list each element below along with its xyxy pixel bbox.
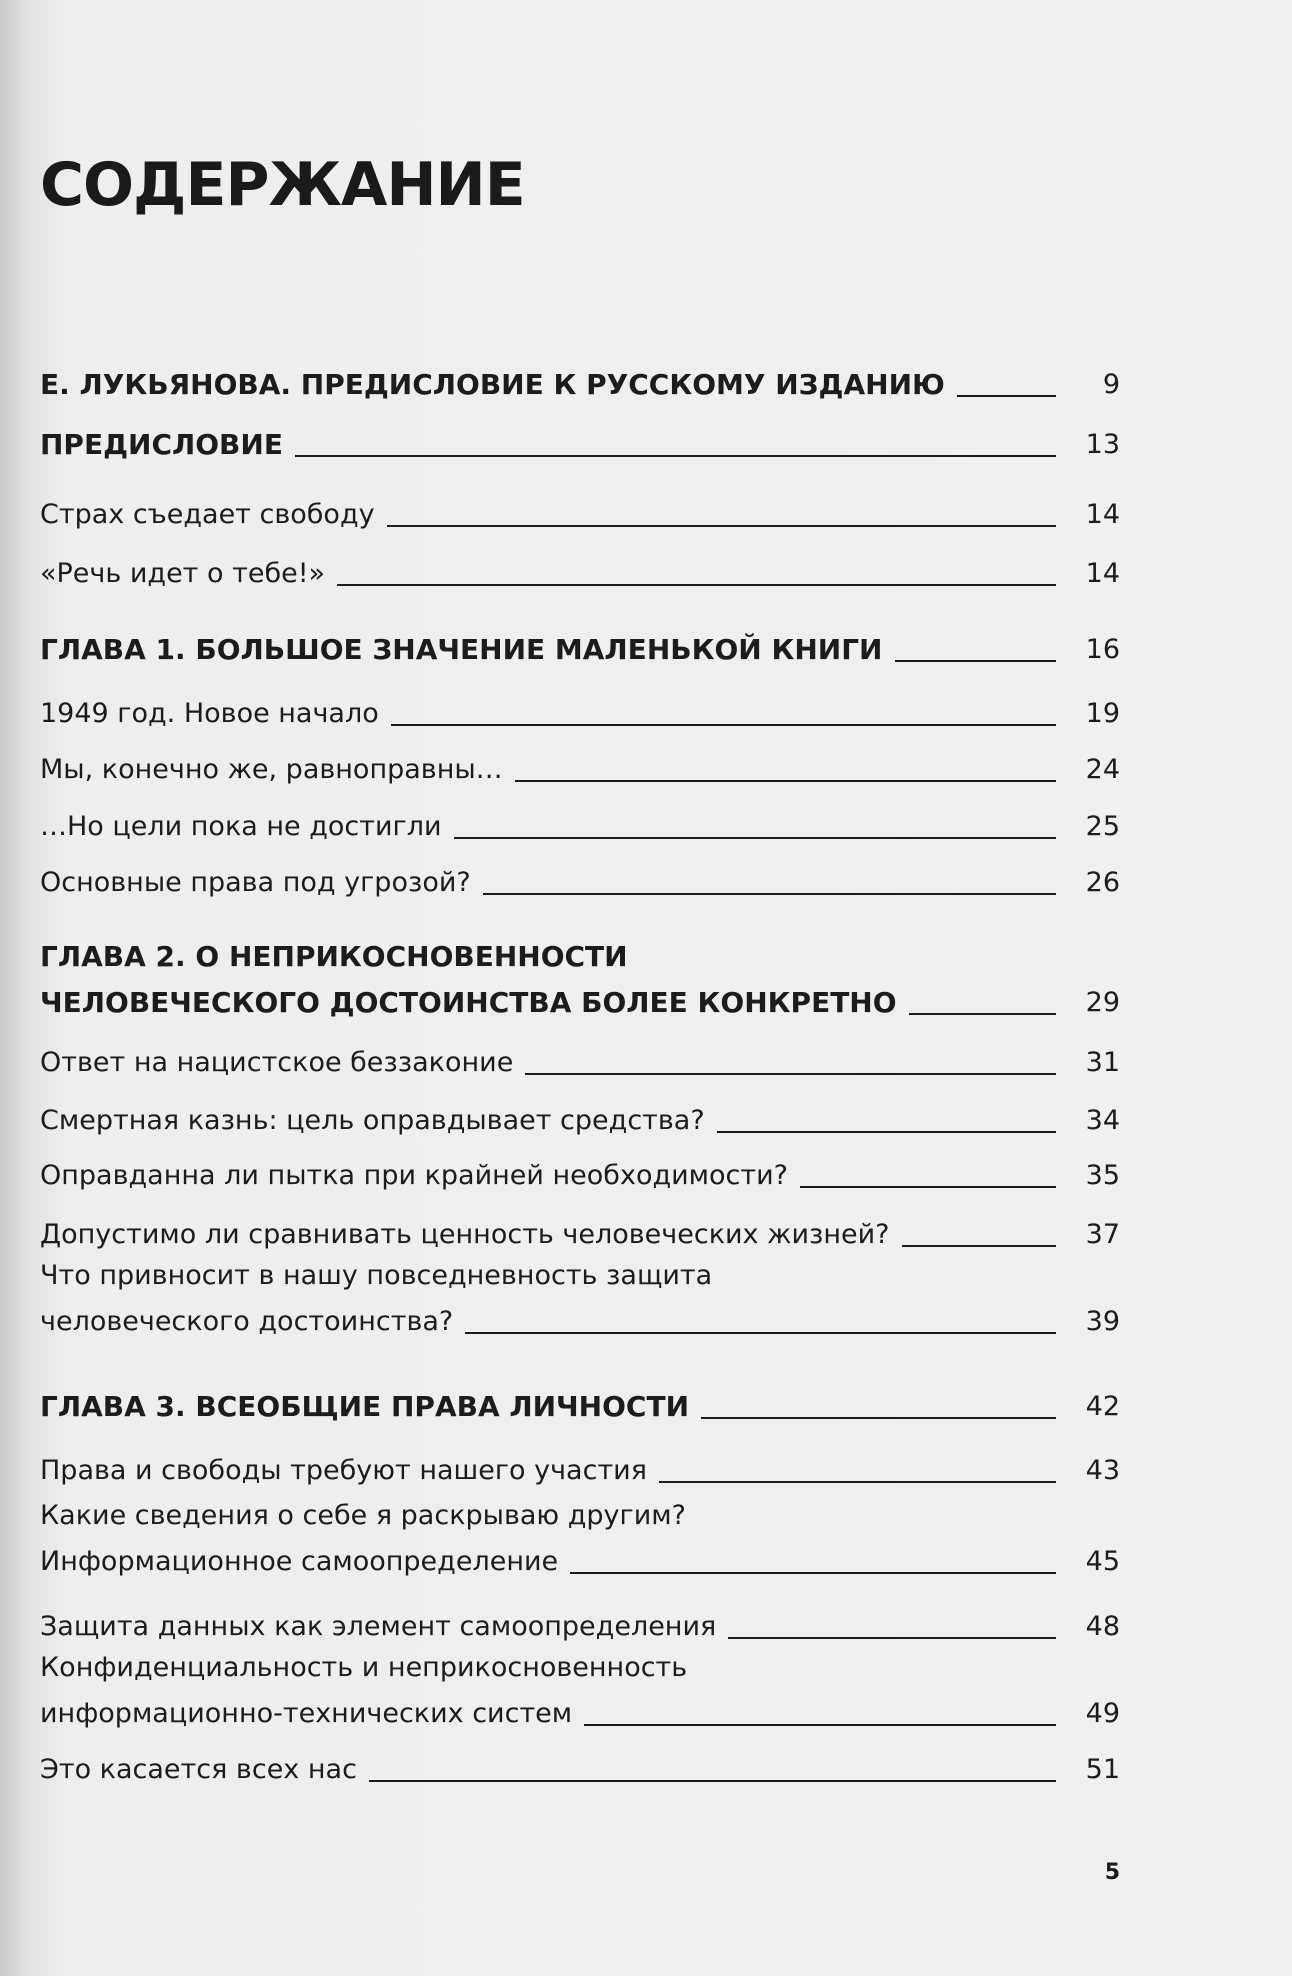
toc-page-number: 34 — [1085, 1105, 1120, 1136]
leader-line — [659, 1481, 1056, 1483]
leader-line — [701, 1417, 1056, 1419]
toc-page-number: 14 — [1085, 499, 1120, 530]
toc-section-entry[interactable] — [40, 1044, 1120, 1082]
toc-page-number: 16 — [1085, 634, 1120, 665]
leader-line — [895, 660, 1057, 662]
leader-line — [800, 1186, 1056, 1188]
leader-line — [570, 1572, 1056, 1574]
toc-page-number: 51 — [1085, 1754, 1120, 1785]
toc-page-number: 26 — [1085, 867, 1120, 898]
page-title: СОДЕРЖАНИЕ — [40, 150, 525, 220]
toc-section-entry[interactable] — [40, 1157, 1120, 1195]
toc-section-entry[interactable] — [40, 496, 1120, 534]
leader-line — [454, 837, 1056, 839]
leader-line — [909, 1013, 1056, 1015]
leader-line — [337, 584, 1056, 586]
toc-entry-title-line1: ГЛАВА 2. О НЕПРИКОСНОВЕННОСТИ — [40, 940, 628, 973]
toc-section-entry[interactable] — [40, 1751, 1120, 1789]
toc-entry-title: Мы, конечно же, равноправны… — [40, 754, 503, 785]
toc-section-entry[interactable] — [40, 751, 1120, 789]
toc-entry-title: 1949 год. Новое начало — [40, 698, 379, 729]
toc-page-number: 9 — [1102, 369, 1120, 400]
leader-line — [483, 893, 1056, 895]
toc-section-entry[interactable] — [40, 1608, 1120, 1646]
leader-line — [717, 1131, 1056, 1133]
leader-line — [584, 1724, 1056, 1726]
toc-page-number: 31 — [1085, 1047, 1120, 1078]
toc-section-entry[interactable] — [40, 1257, 1120, 1341]
toc-entry-title: Смертная казнь: цель оправдывает средства? — [40, 1105, 705, 1136]
leader-line — [387, 525, 1056, 527]
toc-entry-title: человеческого достоинства? — [40, 1306, 454, 1337]
page-number: 5 — [1104, 1860, 1120, 1885]
toc-page-number: 19 — [1085, 698, 1120, 729]
toc-section-entry[interactable] — [40, 1102, 1120, 1140]
toc-entry-title: Защита данных как элемент самоопределения — [40, 1611, 717, 1642]
toc-entry-title: «Речь идет о тебе!» — [40, 558, 326, 589]
toc-page-number: 35 — [1085, 1160, 1120, 1191]
toc-entry-title: Е. ЛУКЬЯНОВА. ПРЕДИСЛОВИЕ К РУССКОМУ ИЗДАНИЮ — [40, 368, 945, 401]
toc-chapter-entry[interactable] — [40, 1388, 1120, 1426]
leader-line — [515, 780, 1056, 782]
toc-page-number: 29 — [1085, 987, 1120, 1018]
leader-line — [369, 1780, 1056, 1782]
toc-section-entry[interactable] — [40, 1497, 1120, 1581]
toc-entry-title: ГЛАВА 3. ВСЕОБЩИЕ ПРАВА ЛИЧНОСТИ — [40, 1390, 690, 1423]
toc-page-number: 42 — [1085, 1391, 1120, 1422]
toc-chapter-entry[interactable] — [40, 938, 1120, 1022]
toc-entry-title: Основные права под угрозой? — [40, 867, 471, 898]
toc-entry-title: Это касается всех нас — [40, 1754, 357, 1785]
toc-entry-title: Страх съедает свободу — [40, 499, 375, 530]
toc-entry-title: ЧЕЛОВЕЧЕСКОГО ДОСТОИНСТВА БОЛЕЕ КОНКРЕТНО — [40, 986, 897, 1019]
toc-section-entry[interactable] — [40, 808, 1120, 846]
toc-entry-title: Оправданна ли пытка при крайней необходимости? — [40, 1160, 789, 1191]
toc-page-number: 39 — [1085, 1306, 1120, 1337]
toc-section-entry[interactable] — [40, 555, 1120, 593]
toc-page-number: 43 — [1085, 1455, 1120, 1486]
toc-entry-title: Права и свободы требуют нашего участия — [40, 1455, 647, 1486]
leader-line — [957, 395, 1056, 397]
toc-page-number: 37 — [1085, 1219, 1120, 1250]
toc-entry-title-line1: Какие сведения о себе я раскрываю другим? — [40, 1500, 686, 1531]
toc-page-number: 13 — [1085, 429, 1120, 460]
leader-line — [728, 1637, 1056, 1639]
leader-line — [465, 1332, 1056, 1334]
toc-entry-title: Информационное самоопределение — [40, 1546, 559, 1577]
leader-line — [525, 1073, 1056, 1075]
toc-page-number: 48 — [1085, 1611, 1120, 1642]
toc-page-number: 14 — [1085, 558, 1120, 589]
leader-line — [902, 1245, 1057, 1247]
toc-entry-title: …Но цели пока не достигли — [40, 811, 442, 842]
toc-page-number: 45 — [1085, 1546, 1120, 1577]
toc-entry-title-line1: Конфиденциальность и неприкосновенность — [40, 1652, 688, 1683]
toc-section-entry[interactable] — [40, 1216, 1120, 1254]
toc-entry-title: Допустимо ли сравнивать ценность человеческих жизней? — [40, 1219, 890, 1250]
toc-section-entry[interactable] — [40, 1452, 1120, 1490]
toc-entry-title-line1: Что привносит в нашу повседневность защита — [40, 1260, 713, 1291]
toc-page-number: 49 — [1085, 1698, 1120, 1729]
toc-entry-title: Ответ на нацистское беззаконие — [40, 1047, 514, 1078]
toc-chapter-entry[interactable] — [40, 426, 1120, 464]
leader-line — [391, 724, 1056, 726]
toc-section-entry[interactable] — [40, 864, 1120, 902]
toc-section-entry[interactable] — [40, 1649, 1120, 1733]
toc-entry-title: ГЛАВА 1. БОЛЬШОЕ ЗНАЧЕНИЕ МАЛЕНЬКОЙ КНИГИ — [40, 633, 883, 666]
toc-chapter-entry[interactable] — [40, 366, 1120, 404]
toc-page-number: 24 — [1085, 754, 1120, 785]
toc-entry-title: информационно-технических систем — [40, 1698, 573, 1729]
toc-entry-title: ПРЕДИСЛОВИЕ — [40, 428, 283, 461]
toc-page-number: 25 — [1085, 811, 1120, 842]
toc-section-entry[interactable] — [40, 695, 1120, 733]
leader-line — [295, 455, 1056, 457]
toc-chapter-entry[interactable] — [40, 631, 1120, 669]
